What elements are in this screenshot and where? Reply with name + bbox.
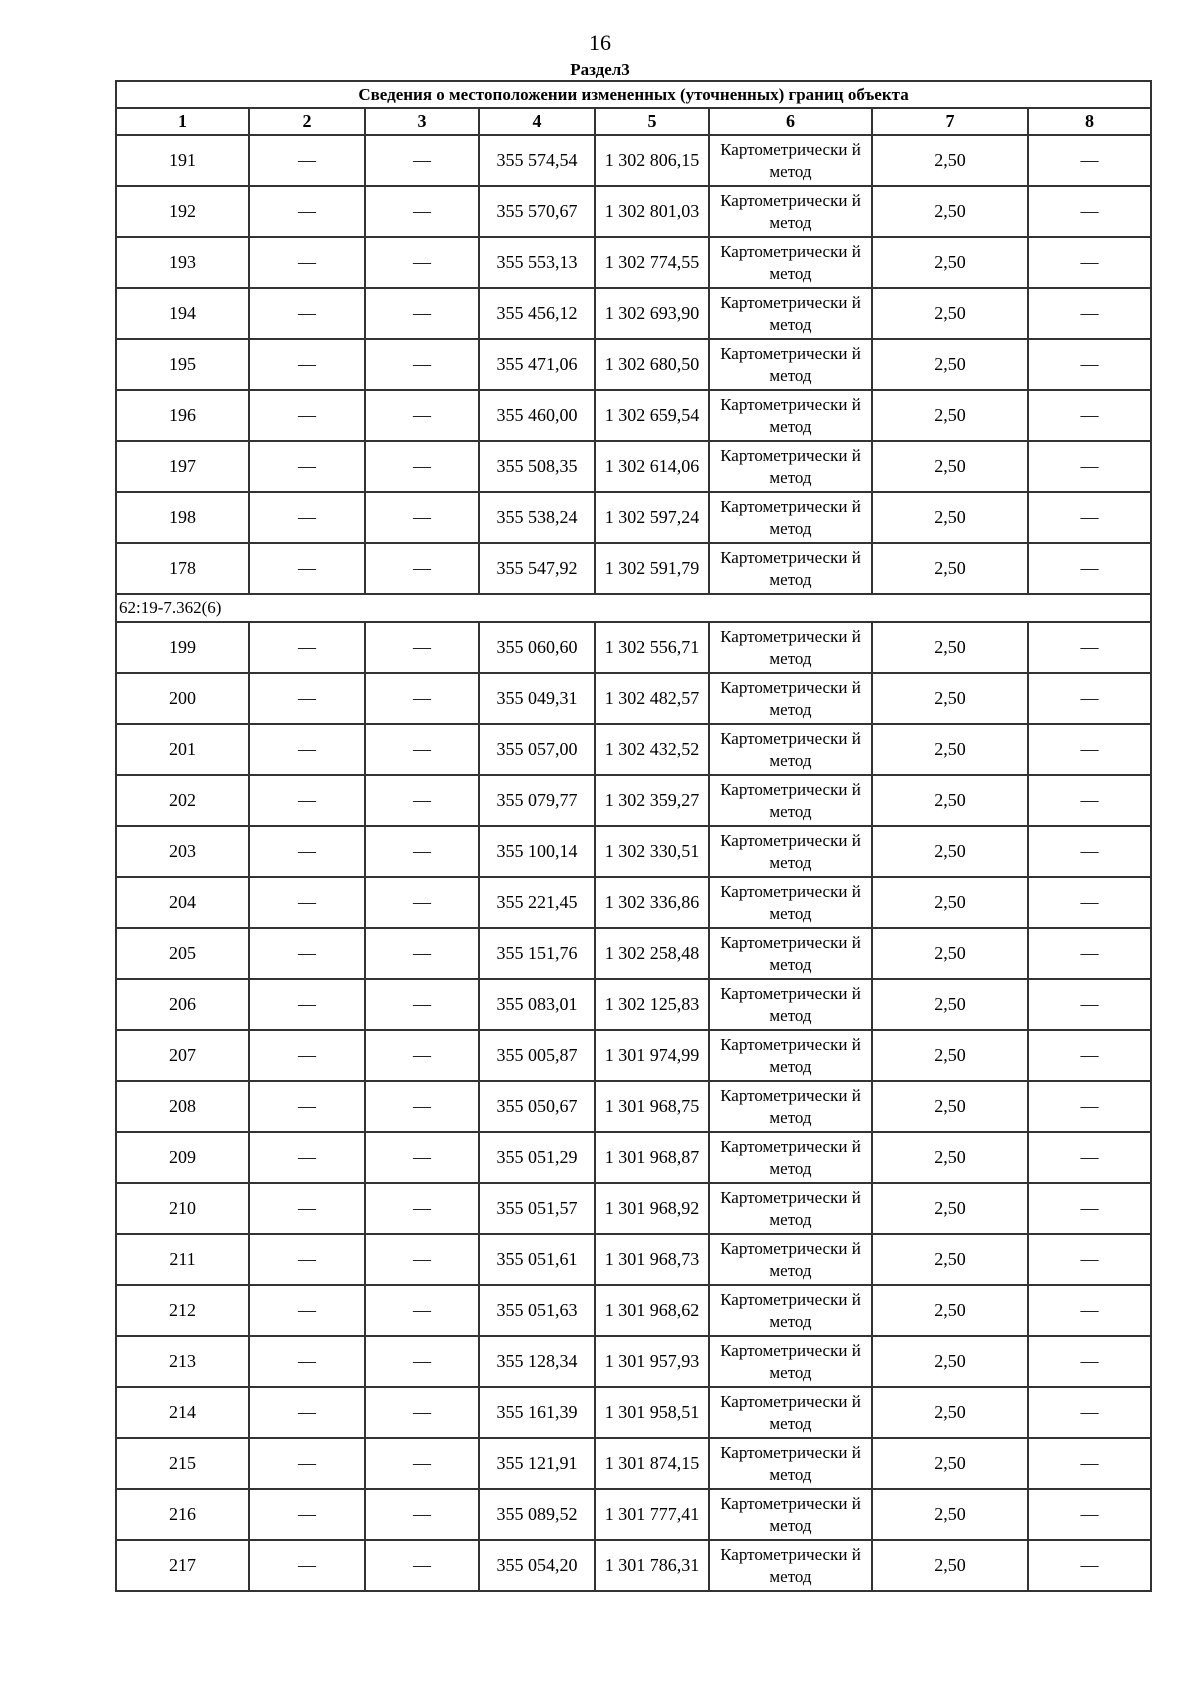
cell-col-1: 178 — [116, 543, 249, 594]
cell-col-4: 355 128,34 — [479, 1336, 595, 1387]
cell-col-2: — — [249, 775, 365, 826]
cell-col-4: 355 051,63 — [479, 1285, 595, 1336]
cell-col-4: 355 051,57 — [479, 1183, 595, 1234]
cell-col-1: 202 — [116, 775, 249, 826]
table-row — [116, 1540, 1151, 1591]
cell-col-5: 1 302 330,51 — [595, 826, 709, 877]
cell-col-8: — — [1028, 1438, 1151, 1489]
cell-col-1: 204 — [116, 877, 249, 928]
cell-col-1: 201 — [116, 724, 249, 775]
cell-col-6: Картометрически й метод — [709, 543, 872, 594]
cell-col-8: — — [1028, 543, 1151, 594]
cell-col-6: Картометрически й метод — [709, 1081, 872, 1132]
cell-col-8: — — [1028, 928, 1151, 979]
cell-col-3: — — [365, 288, 479, 339]
table-row — [116, 724, 1151, 775]
cell-col-6: Картометрически й метод — [709, 877, 872, 928]
table-row — [116, 1336, 1151, 1387]
column-header-row — [116, 108, 1151, 135]
page-number: 16 — [589, 30, 611, 55]
cell-col-8: — — [1028, 1387, 1151, 1438]
cell-col-4: 355 161,39 — [479, 1387, 595, 1438]
cell-col-2: — — [249, 979, 365, 1030]
cadastral-number: 62:19-7.362(6) — [116, 594, 1151, 622]
table-row — [116, 390, 1151, 441]
cell-col-7: 2,50 — [872, 186, 1028, 237]
cell-col-3: — — [365, 1183, 479, 1234]
cell-col-1: 211 — [116, 1234, 249, 1285]
cell-col-5: 1 302 680,50 — [595, 339, 709, 390]
cell-col-6: Картометрически й метод — [709, 775, 872, 826]
cell-col-3: — — [365, 1081, 479, 1132]
cell-col-4: 355 089,52 — [479, 1489, 595, 1540]
group-row — [116, 594, 1151, 622]
cell-col-2: — — [249, 1132, 365, 1183]
cell-col-6: Картометрически й метод — [709, 622, 872, 673]
table-title: Сведения о местоположении измененных (уточненных) границ объекта — [116, 81, 1151, 108]
cell-col-6: Картометрически й метод — [709, 237, 872, 288]
cell-col-4: 355 060,60 — [479, 622, 595, 673]
cell-col-8: — — [1028, 673, 1151, 724]
cell-col-6: Картометрически й метод — [709, 1438, 872, 1489]
cell-col-2: — — [249, 492, 365, 543]
cell-col-3: — — [365, 237, 479, 288]
cell-col-5: 1 302 482,57 — [595, 673, 709, 724]
cell-col-7: 2,50 — [872, 826, 1028, 877]
table-row — [116, 339, 1151, 390]
cell-col-5: 1 302 806,15 — [595, 135, 709, 186]
cell-col-8: — — [1028, 826, 1151, 877]
cell-col-4: 355 460,00 — [479, 390, 595, 441]
cell-col-8: — — [1028, 135, 1151, 186]
cell-col-7: 2,50 — [872, 135, 1028, 186]
table-row — [116, 1387, 1151, 1438]
cell-col-2: — — [249, 1489, 365, 1540]
table-row — [116, 1285, 1151, 1336]
cell-col-5: 1 301 777,41 — [595, 1489, 709, 1540]
cell-col-1: 197 — [116, 441, 249, 492]
column-header-7: 7 — [872, 108, 1028, 135]
cell-col-1: 207 — [116, 1030, 249, 1081]
cell-col-3: — — [365, 1336, 479, 1387]
table-body — [116, 135, 1151, 1591]
cell-col-1: 194 — [116, 288, 249, 339]
cell-col-4: 355 054,20 — [479, 1540, 595, 1591]
cell-col-4: 355 151,76 — [479, 928, 595, 979]
cell-col-3: — — [365, 1489, 479, 1540]
cell-col-4: 355 051,29 — [479, 1132, 595, 1183]
cell-col-8: — — [1028, 1183, 1151, 1234]
cell-col-6: Картометрически й метод — [709, 1540, 872, 1591]
cell-col-5: 1 301 968,75 — [595, 1081, 709, 1132]
cell-col-6: Картометрически й метод — [709, 1387, 872, 1438]
cell-col-7: 2,50 — [872, 1336, 1028, 1387]
cell-col-3: — — [365, 1540, 479, 1591]
cell-col-1: 196 — [116, 390, 249, 441]
cell-col-3: — — [365, 1234, 479, 1285]
cell-col-5: 1 301 968,62 — [595, 1285, 709, 1336]
cell-col-3: — — [365, 1030, 479, 1081]
cell-col-7: 2,50 — [872, 1540, 1028, 1591]
cell-col-2: — — [249, 441, 365, 492]
cell-col-8: — — [1028, 1234, 1151, 1285]
cell-col-8: — — [1028, 390, 1151, 441]
cell-col-4: 355 553,13 — [479, 237, 595, 288]
cell-col-1: 213 — [116, 1336, 249, 1387]
cell-col-3: — — [365, 724, 479, 775]
cell-col-7: 2,50 — [872, 1489, 1028, 1540]
table-row — [116, 186, 1151, 237]
cell-col-1: 209 — [116, 1132, 249, 1183]
cell-col-4: 355 574,54 — [479, 135, 595, 186]
cell-col-7: 2,50 — [872, 775, 1028, 826]
cell-col-4: 355 079,77 — [479, 775, 595, 826]
table-row — [116, 441, 1151, 492]
cell-col-2: — — [249, 1336, 365, 1387]
cell-col-5: 1 302 614,06 — [595, 441, 709, 492]
cell-col-5: 1 302 336,86 — [595, 877, 709, 928]
cell-col-7: 2,50 — [872, 1438, 1028, 1489]
cell-col-2: — — [249, 1285, 365, 1336]
cell-col-8: — — [1028, 1540, 1151, 1591]
cell-col-4: 355 049,31 — [479, 673, 595, 724]
cell-col-5: 1 301 968,73 — [595, 1234, 709, 1285]
cell-col-2: — — [249, 1030, 365, 1081]
cell-col-5: 1 301 786,31 — [595, 1540, 709, 1591]
cell-col-2: — — [249, 1438, 365, 1489]
table-row — [116, 1489, 1151, 1540]
cell-col-8: — — [1028, 441, 1151, 492]
cell-col-4: 355 050,67 — [479, 1081, 595, 1132]
cell-col-3: — — [365, 826, 479, 877]
cell-col-4: 355 570,67 — [479, 186, 595, 237]
cell-col-8: — — [1028, 1336, 1151, 1387]
cell-col-5: 1 302 359,27 — [595, 775, 709, 826]
cell-col-3: — — [365, 186, 479, 237]
table-row — [116, 928, 1151, 979]
cell-col-4: 355 456,12 — [479, 288, 595, 339]
cell-col-8: — — [1028, 1081, 1151, 1132]
cell-col-6: Картометрически й метод — [709, 339, 872, 390]
cell-col-7: 2,50 — [872, 237, 1028, 288]
cell-col-6: Картометрически й метод — [709, 1234, 872, 1285]
cell-col-5: 1 302 591,79 — [595, 543, 709, 594]
cell-col-4: 355 005,87 — [479, 1030, 595, 1081]
cell-col-7: 2,50 — [872, 1030, 1028, 1081]
column-header-1: 1 — [116, 108, 249, 135]
table-row — [116, 288, 1151, 339]
table-row — [116, 543, 1151, 594]
cell-col-2: — — [249, 928, 365, 979]
column-header-3: 3 — [365, 108, 479, 135]
cell-col-8: — — [1028, 877, 1151, 928]
cell-col-8: — — [1028, 186, 1151, 237]
table-row — [116, 775, 1151, 826]
cell-col-2: — — [249, 724, 365, 775]
cell-col-2: — — [249, 877, 365, 928]
cell-col-6: Картометрически й метод — [709, 390, 872, 441]
cell-col-5: 1 301 874,15 — [595, 1438, 709, 1489]
cell-col-7: 2,50 — [872, 1285, 1028, 1336]
cell-col-5: 1 302 693,90 — [595, 288, 709, 339]
table-row — [116, 1438, 1151, 1489]
cell-col-8: — — [1028, 1030, 1151, 1081]
cell-col-3: — — [365, 673, 479, 724]
cell-col-3: — — [365, 339, 479, 390]
cell-col-2: — — [249, 1234, 365, 1285]
column-header-6: 6 — [709, 108, 872, 135]
cell-col-8: — — [1028, 979, 1151, 1030]
cell-col-5: 1 302 801,03 — [595, 186, 709, 237]
cell-col-7: 2,50 — [872, 1081, 1028, 1132]
cell-col-1: 215 — [116, 1438, 249, 1489]
cell-col-2: — — [249, 1183, 365, 1234]
cell-col-6: Картометрически й метод — [709, 826, 872, 877]
cell-col-7: 2,50 — [872, 390, 1028, 441]
cell-col-6: Картометрически й метод — [709, 492, 872, 543]
cell-col-4: 355 221,45 — [479, 877, 595, 928]
table-row — [116, 237, 1151, 288]
cell-col-7: 2,50 — [872, 543, 1028, 594]
cell-col-3: — — [365, 1387, 479, 1438]
cell-col-4: 355 051,61 — [479, 1234, 595, 1285]
cell-col-3: — — [365, 1132, 479, 1183]
cell-col-6: Картометрически й метод — [709, 186, 872, 237]
cell-col-5: 1 302 258,48 — [595, 928, 709, 979]
cell-col-5: 1 301 968,92 — [595, 1183, 709, 1234]
cell-col-8: — — [1028, 237, 1151, 288]
cell-col-1: 206 — [116, 979, 249, 1030]
column-header-8: 8 — [1028, 108, 1151, 135]
cell-col-7: 2,50 — [872, 288, 1028, 339]
cell-col-1: 208 — [116, 1081, 249, 1132]
cell-col-8: — — [1028, 1489, 1151, 1540]
cell-col-5: 1 301 968,87 — [595, 1132, 709, 1183]
cell-col-1: 191 — [116, 135, 249, 186]
cell-col-3: — — [365, 135, 479, 186]
cell-col-7: 2,50 — [872, 1132, 1028, 1183]
cell-col-5: 1 301 974,99 — [595, 1030, 709, 1081]
table-row — [116, 1081, 1151, 1132]
section-label: Раздел3 — [570, 60, 630, 79]
cell-col-4: 355 508,35 — [479, 441, 595, 492]
cell-col-3: — — [365, 928, 479, 979]
cell-col-5: 1 302 125,83 — [595, 979, 709, 1030]
cell-col-2: — — [249, 237, 365, 288]
cell-col-5: 1 301 958,51 — [595, 1387, 709, 1438]
table-row — [116, 673, 1151, 724]
column-header-4: 4 — [479, 108, 595, 135]
cell-col-3: — — [365, 492, 479, 543]
cell-col-7: 2,50 — [872, 492, 1028, 543]
cell-col-7: 2,50 — [872, 622, 1028, 673]
cell-col-1: 192 — [116, 186, 249, 237]
table-row — [116, 1183, 1151, 1234]
cell-col-7: 2,50 — [872, 928, 1028, 979]
cell-col-1: 214 — [116, 1387, 249, 1438]
cell-col-1: 210 — [116, 1183, 249, 1234]
cell-col-7: 2,50 — [872, 1183, 1028, 1234]
cell-col-5: 1 301 957,93 — [595, 1336, 709, 1387]
cell-col-8: — — [1028, 724, 1151, 775]
cell-col-6: Картометрически й метод — [709, 724, 872, 775]
cell-col-3: — — [365, 877, 479, 928]
cell-col-8: — — [1028, 1285, 1151, 1336]
table-row — [116, 622, 1151, 673]
cell-col-1: 212 — [116, 1285, 249, 1336]
cell-col-2: — — [249, 288, 365, 339]
cell-col-3: — — [365, 622, 479, 673]
table-row — [116, 877, 1151, 928]
cell-col-4: 355 121,91 — [479, 1438, 595, 1489]
cell-col-3: — — [365, 441, 479, 492]
cell-col-6: Картометрически й метод — [709, 673, 872, 724]
cell-col-2: — — [249, 543, 365, 594]
cell-col-3: — — [365, 979, 479, 1030]
cell-col-2: — — [249, 826, 365, 877]
cell-col-7: 2,50 — [872, 724, 1028, 775]
boundary-coordinates-table — [115, 80, 1152, 1592]
cell-col-8: — — [1028, 622, 1151, 673]
cell-col-6: Картометрически й метод — [709, 1336, 872, 1387]
table-row — [116, 1234, 1151, 1285]
cell-col-4: 355 083,01 — [479, 979, 595, 1030]
cell-col-7: 2,50 — [872, 441, 1028, 492]
cell-col-2: — — [249, 1387, 365, 1438]
cell-col-4: 355 538,24 — [479, 492, 595, 543]
cell-col-3: — — [365, 390, 479, 441]
cell-col-8: — — [1028, 288, 1151, 339]
cell-col-7: 2,50 — [872, 877, 1028, 928]
cell-col-4: 355 057,00 — [479, 724, 595, 775]
table-row — [116, 135, 1151, 186]
cell-col-6: Картометрически й метод — [709, 1183, 872, 1234]
cell-col-5: 1 302 659,54 — [595, 390, 709, 441]
cell-col-1: 216 — [116, 1489, 249, 1540]
cell-col-7: 2,50 — [872, 339, 1028, 390]
cell-col-2: — — [249, 1540, 365, 1591]
cell-col-2: — — [249, 673, 365, 724]
cell-col-6: Картометрически й метод — [709, 979, 872, 1030]
cell-col-1: 205 — [116, 928, 249, 979]
column-header-5: 5 — [595, 108, 709, 135]
cell-col-6: Картометрически й метод — [709, 441, 872, 492]
cell-col-5: 1 302 432,52 — [595, 724, 709, 775]
cell-col-4: 355 547,92 — [479, 543, 595, 594]
cell-col-4: 355 471,06 — [479, 339, 595, 390]
cell-col-6: Картометрически й метод — [709, 1132, 872, 1183]
cell-col-6: Картометрически й метод — [709, 928, 872, 979]
cell-col-8: — — [1028, 775, 1151, 826]
cell-col-8: — — [1028, 1132, 1151, 1183]
cell-col-8: — — [1028, 339, 1151, 390]
table-row — [116, 492, 1151, 543]
cell-col-2: — — [249, 339, 365, 390]
cell-col-6: Картометрически й метод — [709, 1489, 872, 1540]
cell-col-1: 199 — [116, 622, 249, 673]
cell-col-6: Картометрически й метод — [709, 1285, 872, 1336]
table-row — [116, 826, 1151, 877]
cell-col-3: — — [365, 775, 479, 826]
cell-col-2: — — [249, 390, 365, 441]
cell-col-3: — — [365, 543, 479, 594]
table-row — [116, 1030, 1151, 1081]
cell-col-3: — — [365, 1285, 479, 1336]
cell-col-6: Картометрически й метод — [709, 1030, 872, 1081]
cell-col-6: Картометрически й метод — [709, 135, 872, 186]
cell-col-5: 1 302 774,55 — [595, 237, 709, 288]
cell-col-2: — — [249, 622, 365, 673]
cell-col-2: — — [249, 1081, 365, 1132]
cell-col-1: 217 — [116, 1540, 249, 1591]
cell-col-4: 355 100,14 — [479, 826, 595, 877]
cell-col-3: — — [365, 1438, 479, 1489]
cell-col-5: 1 302 597,24 — [595, 492, 709, 543]
table-row — [116, 979, 1151, 1030]
column-header-2: 2 — [249, 108, 365, 135]
cell-col-7: 2,50 — [872, 979, 1028, 1030]
cell-col-2: — — [249, 186, 365, 237]
cell-col-1: 198 — [116, 492, 249, 543]
cell-col-6: Картометрически й метод — [709, 288, 872, 339]
cell-col-1: 200 — [116, 673, 249, 724]
cell-col-1: 193 — [116, 237, 249, 288]
cell-col-7: 2,50 — [872, 673, 1028, 724]
cell-col-7: 2,50 — [872, 1234, 1028, 1285]
table-row — [116, 1132, 1151, 1183]
cell-col-7: 2,50 — [872, 1387, 1028, 1438]
cell-col-1: 195 — [116, 339, 249, 390]
cell-col-8: — — [1028, 492, 1151, 543]
cell-col-2: — — [249, 135, 365, 186]
cell-col-5: 1 302 556,71 — [595, 622, 709, 673]
cell-col-1: 203 — [116, 826, 249, 877]
